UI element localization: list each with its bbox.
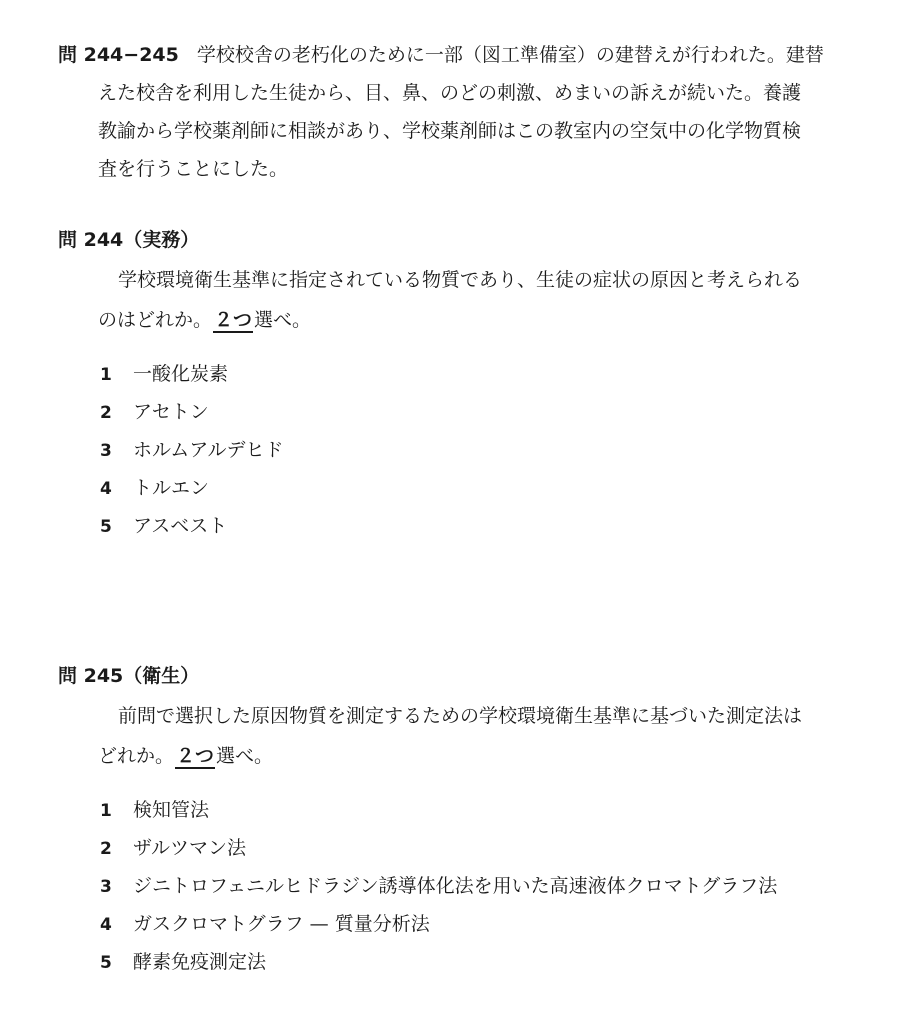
intro-line-3: 教諭から学校薬剤師に相談があり、学校薬剤師はこの教室内の空気中の化学物質検 xyxy=(98,120,802,142)
q245-option-3: 3 ジニトロフェニルヒドラジン誘導体化法を用いた高速液体クロマトグラフ法 xyxy=(100,875,778,897)
q245-option-4: 4 ガスクロマトグラフ — 質量分析法 xyxy=(100,913,430,935)
q245-heading: 問 245（衛生） xyxy=(58,665,200,687)
q244-choose-count: ２つ xyxy=(214,309,253,331)
q244-stem-line-2: のはどれか。 ２つ 選べ。 xyxy=(98,309,312,331)
q244-heading: 問 244（実務） xyxy=(58,229,200,251)
q244-stem-line-1: 学校環境衛生基準に指定されている物質であり、生徒の症状の原因と考えられる xyxy=(118,269,803,291)
q245-option-5: 5 酵素免疫測定法 xyxy=(100,951,267,973)
question-range-number: 問 244−245 xyxy=(58,44,179,66)
intro-line-1: 問 244−245 学校校舎の老朽化のために一部（図工準備室）の建替えが行われた。建替 xyxy=(58,44,824,66)
q245-stem-line-1: 前問で選択した原因物質を測定するための学校環境衛生基準に基づいた測定法は xyxy=(118,705,803,727)
q244-option-2: 2 アセトン xyxy=(100,401,209,423)
q244-option-4: 4 トルエン xyxy=(100,477,210,499)
q244-option-3: 3 ホルムアルデヒド xyxy=(100,439,284,461)
intro-line-2: えた校舎を利用した生徒から、目、鼻、のどの刺激、めまいの訴えが続いた。養護 xyxy=(98,82,802,104)
shared-intro xyxy=(58,36,858,188)
q245-choose-count: ２つ xyxy=(176,745,215,767)
q245-stem xyxy=(98,696,858,776)
q245-stem-line-2: どれか。 ２つ 選べ。 xyxy=(98,745,274,767)
q244-option-5: 5 アスベスト xyxy=(100,515,228,537)
q244-option-1: 1 一酸化炭素 xyxy=(100,363,229,385)
q244-stem xyxy=(98,260,858,340)
q245-option-1: 1 検知管法 xyxy=(100,799,210,821)
q245-option-2: 2 ザルツマン法 xyxy=(100,837,247,859)
intro-line-4: 査を行うことにした。 xyxy=(98,158,289,180)
